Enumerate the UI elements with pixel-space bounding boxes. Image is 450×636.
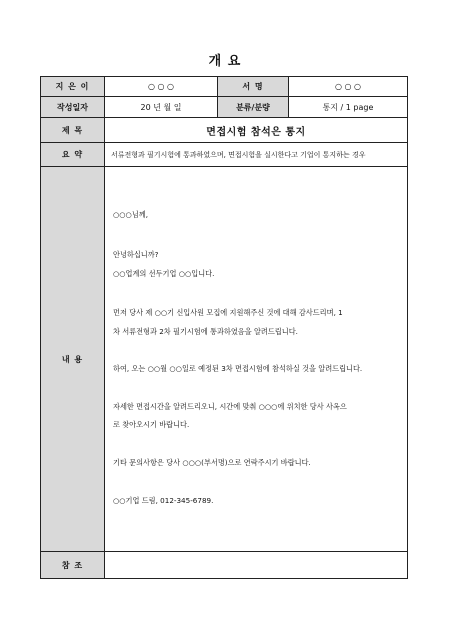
date-row — [41, 97, 407, 118]
content-line: 기타 문의사항은 당사 ○○○(부서명)으로 연락주시기 바랍니다. — [113, 458, 311, 467]
date-label: 작성일자 — [41, 97, 105, 117]
summary-label: 요 약 — [41, 143, 105, 166]
content-line: 먼저 당사 제 ○○기 신입사원 모집에 지원해주신 것에 대해 감사드리며, 1 — [113, 308, 343, 317]
content-line: ○○기업 드림, 012-345-6789. — [113, 496, 214, 505]
content-label: 내 용 — [41, 167, 105, 551]
reference-label: 참 조 — [41, 552, 105, 578]
content-row — [41, 167, 407, 552]
content-line: 하여, 오는 ○○월 ○○일로 예정된 3차 면접시험에 참석하실 것을 알려드립니다. — [113, 364, 363, 373]
content-line: 안녕하십니까? — [113, 250, 159, 259]
subject-value: 면접시험 참석은 통지 — [206, 126, 306, 138]
summary-row — [41, 143, 407, 167]
author-label: 지 은 이 — [41, 77, 105, 96]
content-body — [105, 167, 407, 551]
signature-value: ○ ○ ○ — [334, 82, 362, 91]
date-value: 20 년 월 일 — [140, 102, 182, 112]
author-row — [41, 77, 407, 97]
content-line: 로 찾아오시기 바랍니다. — [113, 420, 190, 429]
category-value: 통지 / 1 page — [322, 102, 374, 112]
reference-row — [41, 552, 407, 578]
content-line: ○○업계의 선두기업 ○○입니다. — [113, 269, 215, 278]
summary-form — [40, 76, 408, 579]
subject-label: 제 목 — [41, 118, 105, 142]
category-label: 분류/분량 — [217, 97, 289, 117]
summary-value: 서류전형과 필기시험에 통과하였으며, 면접시험을 실시한다고 기업이 통지하는 경우 — [111, 150, 366, 159]
content-line: 차 서류전형과 2차 필기시험에 통과하였음을 알려드립니다. — [113, 327, 298, 336]
author-value: ○ ○ ○ — [147, 82, 175, 91]
page-title: 개 요 — [208, 54, 242, 69]
signature-label: 서 명 — [217, 77, 289, 96]
subject-row — [41, 118, 407, 143]
content-line: 자세한 면접시간을 알려드리오니, 시간에 맞춰 ○○○에 위치한 당사 사옥으 — [113, 402, 347, 411]
reference-value — [105, 552, 407, 578]
content-line: ○○○님께, — [113, 210, 148, 219]
